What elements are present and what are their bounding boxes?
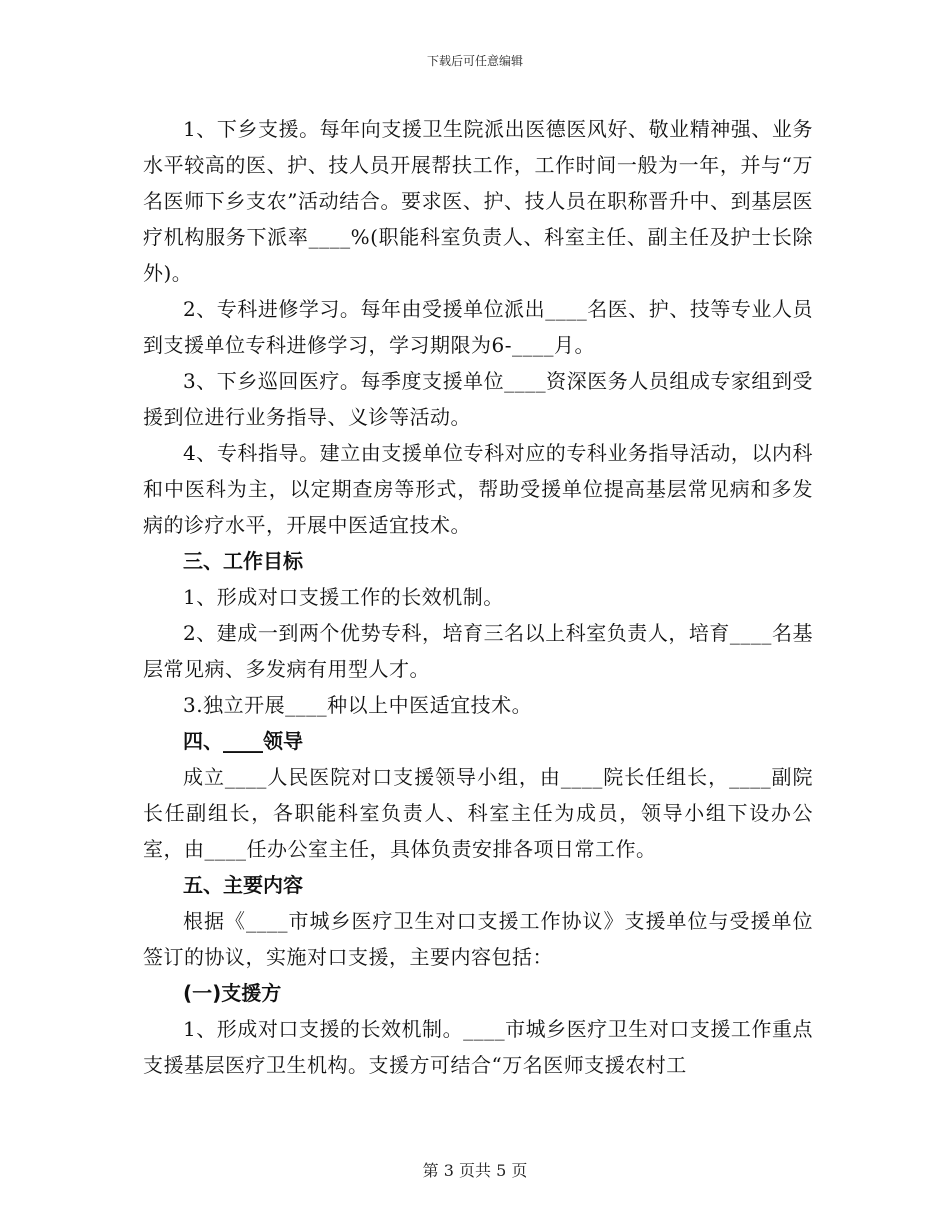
document-body: [143, 111, 813, 1083]
paragraph-5: 1、形成对口支援工作的长效机制。: [183, 585, 504, 609]
paragraph-3: 3、下乡巡回医疗。每季度支援单位____资深医务人员组成专家组到受援到位进行业务指导、义诊等活动。: [143, 369, 813, 429]
section-heading-5: 五、主要内容: [183, 873, 303, 897]
paragraph-8: 成立____人民医院对口支援领导小组，由____院长任组长，____副院长任副组长，各职能科室负责人、科室主任为成员，领导小组下设办公室，由____任办公室主任，具体负责安排各项日常工作。: [143, 765, 813, 861]
paragraph-6: 2、建成一到两个优势专科，培育三名以上科室负责人，培育____名基层常见病、多发病有用型人才。: [143, 621, 813, 681]
paragraph-4: 4、专科指导。建立由支援单位专科对应的专科业务指导活动，以内科和中医科为主，以定期查房等形式，帮助受援单位提高基层常见病和多发病的诊疗水平，开展中医适宜技术。: [143, 441, 813, 537]
paragraph-7: 3.独立开展____种以上中医适宜技术。: [183, 693, 533, 717]
paragraph-10: 1、形成对口支援的长效机制。____市城乡医疗卫生对口支援工作重点支援基层医疗卫生机构。支援方可结合“万名医师支援农村工: [143, 1017, 813, 1077]
section-heading-3: 三、工作目标: [183, 549, 303, 573]
page-footer: 第 3 页共 5 页: [422, 1161, 528, 1180]
subsection-heading-1: (一)支援方: [183, 981, 282, 1005]
paragraph-1: 1、下乡支援。每年向支援卫生院派出医德医风好、敬业精神强、业务水平较高的医、护、技人员开展帮扶工作，工作时间一般为一年，并与“万名医师下乡支农”活动结合。要求医、护、技人员在职称晋升中、到基层医疗机构服务下派率____%(职能科室负责人、科室主任、副主任及护士长除外)。: [143, 117, 813, 285]
section-heading-4: 四、____领导: [183, 729, 303, 753]
paragraph-9: 根据《____市城乡医疗卫生对口支援工作协议》支援单位与受援单位签订的协议，实施对口支援，主要内容包括：: [143, 909, 813, 969]
paragraph-2: 2、专科进修学习。每年由受援单位派出____名医、护、技等专业人员到支援单位专科进修学习，学习期限为6-____月。: [143, 297, 813, 357]
page-header: 下载后可任意编辑: [426, 54, 523, 68]
